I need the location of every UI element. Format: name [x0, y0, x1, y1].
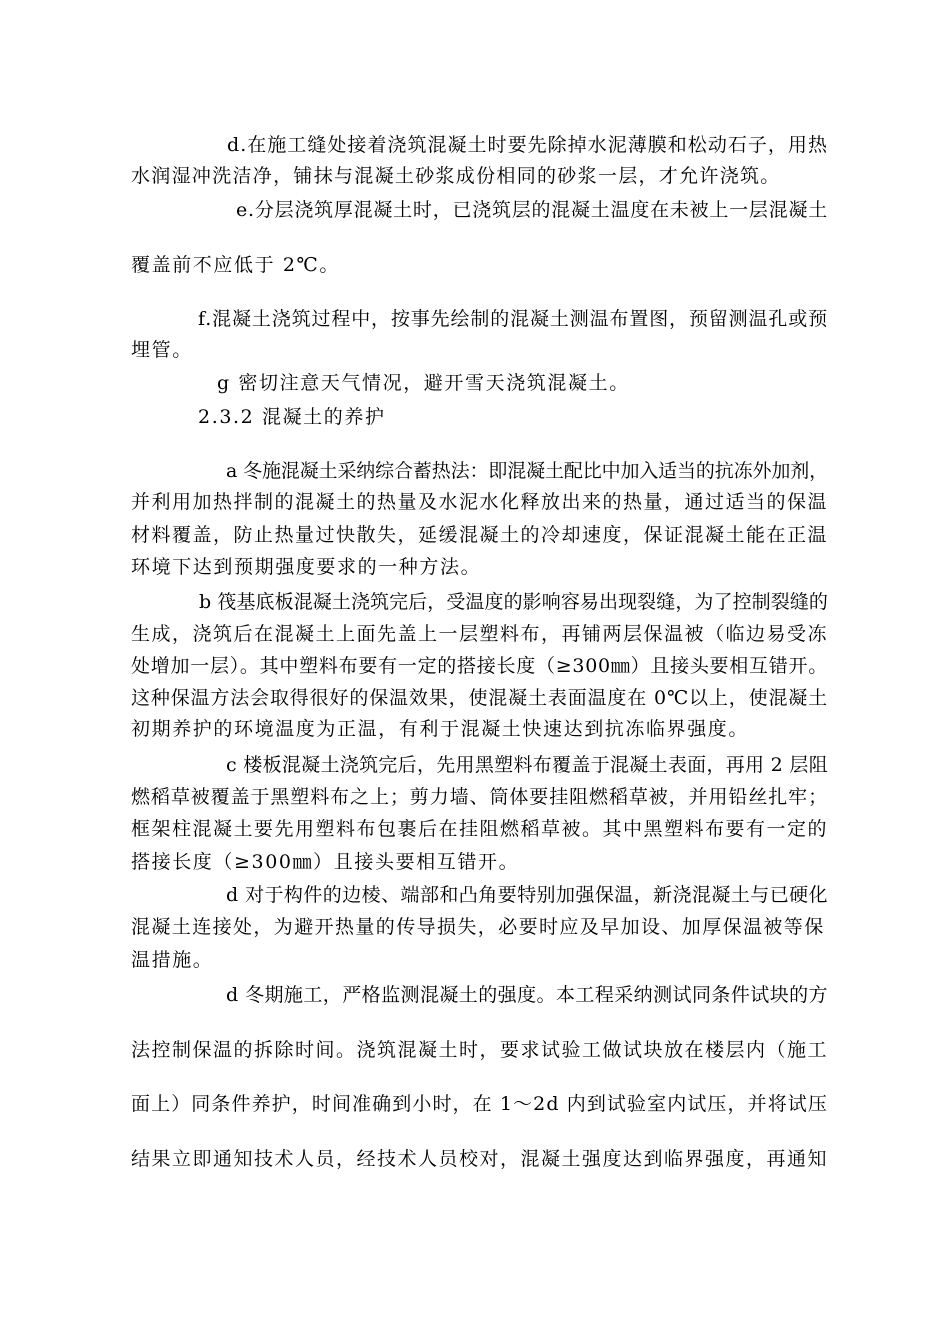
- text-line: 环境下达到预期强度要求的一种方法。: [131, 556, 482, 578]
- text-line: 法控制保温的拆除时间。浇筑混凝土时，要求试验工做试块放在楼层内（施工: [131, 1039, 828, 1061]
- text-line: d.在施工缝处接着浇筑混凝土时要先除掉水泥薄膜和松动石子，用热: [227, 134, 828, 156]
- text-line: 处增加一层）。其中塑料布要有一定的搭接长度（≥300㎜）且接头要相互错开。: [131, 655, 828, 677]
- text-line: 燃稻草被覆盖于黑塑料布之上；剪力墙、筒体要挂阻燃稻草被，并用铅丝扎牢；: [131, 786, 828, 808]
- text-line: 这种保温方法会取得很好的保温效果，使混凝土表面温度在 0℃以上，使混凝土: [131, 687, 828, 709]
- text-line: d 对于构件的边棱、端部和凸角要特别加强保温，新浇混凝土与已硬化: [226, 884, 828, 906]
- text-line: 混凝土连接处，为避开热量的传导损失，必要时应及早加设、加厚保温被等保: [131, 916, 825, 938]
- text-line: d 冬期施工，严格监测混凝土的强度。本工程采纳测试同条件试块的方: [226, 984, 828, 1006]
- text-line: g 密切注意天气情况，避开雪天浇筑混凝土。: [217, 372, 630, 394]
- text-line: c 楼板混凝土浇筑完后，先用黑塑料布覆盖于混凝土表面，再用 2 层阻: [226, 754, 828, 776]
- text-line: f.混凝土浇筑过程中，按事先绘制的混凝土测温布置图，预留测温孔或预: [198, 308, 828, 330]
- text-line: b 筏基底板混凝土浇筑完后，受温度的影响容易出现裂缝，为了控制裂缝的: [199, 591, 828, 613]
- text-line: a 冬施混凝土采纳综合蓄热法：即混凝土配比中加入适当的抗冻外加剂，: [226, 460, 828, 482]
- text-line: 框架柱混凝土要先用塑料布包裹后在挂阻燃稻草被。其中黑塑料布要有一定的: [131, 818, 828, 840]
- text-line: 面上）同条件养护，时间准确到小时，在 1～2d 内到试验室内试压，并将试压: [131, 1093, 828, 1115]
- text-line: 温措施。: [131, 949, 214, 971]
- text-line: 覆盖前不应低于 2℃。: [131, 254, 340, 276]
- text-line: 结果立即通知技术人员，经技术人员校对，混凝土强度达到临界强度，再通知: [131, 1148, 828, 1170]
- text-line: 材料覆盖，防止热量过快散失，延缓混凝土的冷却速度，保证混凝土能在正温: [131, 524, 828, 546]
- section-heading: 2.3.2 混凝土的养护: [198, 406, 386, 428]
- text-line: 搭接长度（≥300㎜）且接头要相互错开。: [131, 851, 520, 873]
- text-line: 埋管。: [131, 339, 193, 361]
- text-line: 初期养护的环境温度为正温，有利于混凝土快速达到抗冻临界强度。: [131, 718, 750, 740]
- text-line: 水润湿冲洗洁净，铺抹与混凝土砂浆成份相同的砂浆一层，才允许浇筑。: [131, 165, 781, 187]
- text-line: 生成，浇筑后在混凝土上面先盖上一层塑料布，再铺两层保温被（临边易受冻: [131, 623, 828, 645]
- text-line: e.分层浇筑厚混凝土时，已浇筑层的混凝土温度在未被上一层混凝土: [236, 199, 828, 221]
- text-line: 并利用加热拌制的混凝土的热量及水泥水化释放出来的热量，通过适当的保温: [131, 491, 828, 513]
